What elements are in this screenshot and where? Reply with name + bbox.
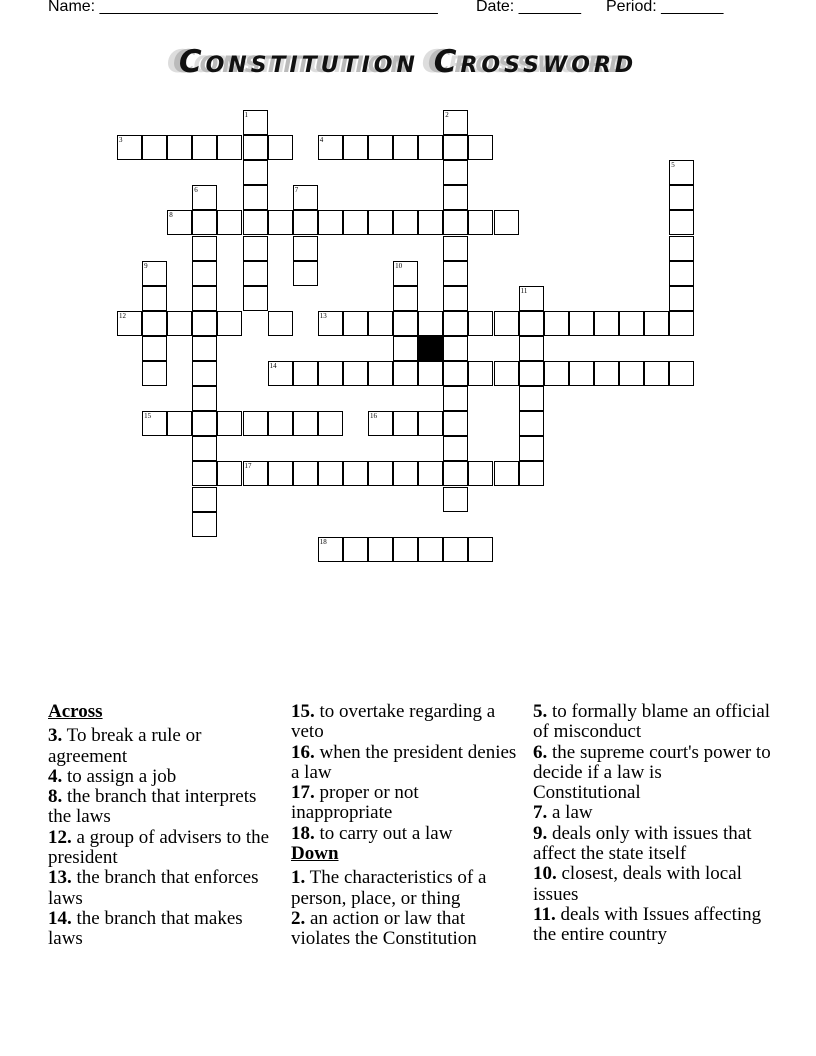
grid-cell[interactable] — [142, 286, 167, 311]
clue-across-3: 3. To break a rule or agreement — [48, 725, 202, 767]
clue-across-17: 17. proper or not inappropriate — [291, 782, 419, 824]
grid-cell[interactable] — [494, 210, 519, 235]
date-field[interactable]: Date: _______ — [476, 0, 581, 15]
grid-cell[interactable] — [318, 411, 343, 436]
grid-cell[interactable] — [418, 537, 443, 562]
grid-cell[interactable] — [192, 436, 217, 461]
down-heading: Down — [291, 843, 339, 865]
grid-cell[interactable] — [619, 311, 644, 336]
grid-cell[interactable] — [268, 361, 293, 386]
clue-down-2: 2. an action or law that violates the Constitution — [291, 907, 477, 950]
grid-cell[interactable] — [217, 311, 242, 336]
grid-cell[interactable] — [443, 436, 468, 461]
clue-across-15: 15. to overtake regarding a veto — [291, 701, 496, 743]
grid-cell[interactable] — [142, 261, 167, 286]
grid-cell[interactable] — [318, 210, 343, 235]
grid-cell[interactable] — [569, 311, 594, 336]
grid-cell[interactable] — [243, 160, 268, 185]
grid-cell[interactable] — [393, 135, 418, 160]
grid-cell[interactable] — [318, 135, 343, 160]
grid-cell[interactable] — [443, 311, 468, 336]
grid-cell[interactable] — [217, 411, 242, 436]
grid-cell[interactable] — [494, 461, 519, 486]
clue-down-11: 11. deals with Issues affecting the entire country — [533, 903, 762, 946]
grid-cell[interactable] — [293, 411, 318, 436]
clue-down-5: 5. to formally blame an official of misconduct — [533, 701, 771, 743]
grid-cell[interactable] — [192, 236, 217, 261]
grid-cell[interactable] — [669, 261, 694, 286]
grid-cell[interactable] — [167, 135, 192, 160]
grid-cell[interactable] — [393, 286, 418, 311]
grid-cell[interactable] — [594, 311, 619, 336]
grid-cell[interactable] — [318, 361, 343, 386]
grid-cell[interactable] — [343, 135, 368, 160]
clue-across-16: 16. when the president denies a law — [291, 741, 517, 783]
grid-cell[interactable] — [443, 411, 468, 436]
clues-column-1 — [48, 702, 278, 950]
grid-cell[interactable] — [368, 311, 393, 336]
grid-cell[interactable] — [519, 411, 544, 436]
clues-column-3 — [533, 702, 773, 946]
grid-cell[interactable] — [544, 361, 569, 386]
grid-cell[interactable] — [494, 311, 519, 336]
grid-cell[interactable] — [494, 361, 519, 386]
grid-cell[interactable] — [192, 311, 217, 336]
clues-column-2 — [291, 702, 521, 950]
grid-cell[interactable] — [243, 210, 268, 235]
period-field[interactable]: Period: _______ — [606, 0, 724, 15]
grid-cell[interactable] — [192, 512, 217, 537]
clue-number: 12 — [119, 311, 126, 320]
grid-cell[interactable] — [393, 311, 418, 336]
grid-cell[interactable] — [393, 461, 418, 486]
grid-cell[interactable] — [217, 461, 242, 486]
grid-cell[interactable] — [418, 210, 443, 235]
clue-down-1: 1. The characteristics of a person, place, or thing — [291, 867, 487, 909]
grid-cell[interactable] — [368, 361, 393, 386]
clue-number: 5 — [671, 161, 675, 170]
clue-number: 7 — [294, 186, 299, 195]
grid-cell[interactable] — [142, 135, 167, 160]
grid-cell[interactable] — [268, 411, 293, 436]
grid-cell[interactable] — [519, 436, 544, 461]
grid-cell[interactable] — [318, 311, 343, 336]
grid-cell[interactable] — [468, 361, 493, 386]
black-cell — [418, 336, 443, 361]
grid-cell[interactable] — [443, 487, 468, 512]
grid-cell[interactable] — [443, 210, 468, 235]
grid-cell[interactable] — [669, 185, 694, 210]
clue-number: 2 — [445, 111, 449, 119]
grid-cell[interactable] — [418, 361, 443, 386]
grid-cell[interactable] — [243, 135, 268, 160]
grid-cell[interactable] — [368, 210, 393, 235]
grid-cell[interactable] — [293, 461, 318, 486]
grid-cell[interactable] — [117, 135, 142, 160]
grid-cell[interactable] — [519, 461, 544, 486]
grid-cell[interactable] — [619, 361, 644, 386]
grid-cell[interactable] — [293, 361, 318, 386]
grid-cell[interactable] — [468, 461, 493, 486]
grid-cell[interactable] — [192, 185, 217, 210]
across-heading: Across — [48, 701, 103, 722]
grid-cell[interactable] — [418, 461, 443, 486]
clue-number: 6 — [194, 186, 198, 195]
clue-number: 18 — [319, 537, 327, 546]
clue-across-13: 13. the branch that enforces laws — [48, 867, 259, 909]
grid-cell[interactable] — [167, 210, 192, 235]
grid-cell[interactable] — [243, 286, 268, 311]
grid-cell[interactable] — [142, 311, 167, 336]
clue-across-8: 8. the branch that interprets the laws — [48, 786, 257, 828]
grid-cell[interactable] — [217, 135, 242, 160]
grid-cell[interactable] — [343, 537, 368, 562]
clue-down-6: 6. the supreme court's power to decide if a law is Constitutional — [533, 741, 771, 804]
grid-cell[interactable] — [142, 361, 167, 386]
grid-cell[interactable] — [368, 537, 393, 562]
grid-cell[interactable] — [519, 336, 544, 361]
clue-across-18: 18. to carry out a law — [291, 822, 453, 844]
grid-cell[interactable] — [393, 336, 418, 361]
grid-cell[interactable] — [368, 461, 393, 486]
grid-cell[interactable] — [443, 236, 468, 261]
grid-cell[interactable] — [192, 286, 217, 311]
grid-cell[interactable] — [167, 411, 192, 436]
grid-cell[interactable] — [243, 461, 268, 486]
grid-cell[interactable] — [443, 361, 468, 386]
grid-cell[interactable] — [669, 236, 694, 261]
page-title: Constitution Crossword — [178, 44, 638, 80]
grid-cell[interactable] — [669, 286, 694, 311]
grid-cell[interactable] — [192, 487, 217, 512]
clue-number: 1 — [244, 111, 248, 119]
grid-cell[interactable] — [192, 461, 217, 486]
grid-cell[interactable] — [293, 236, 318, 261]
grid-cell[interactable] — [243, 411, 268, 436]
grid-cell[interactable] — [192, 336, 217, 361]
grid-cell[interactable] — [443, 537, 468, 562]
clue-number: 14 — [269, 362, 277, 370]
grid-cell[interactable] — [418, 311, 443, 336]
grid-cell[interactable] — [293, 261, 318, 286]
clue-number: 4 — [319, 136, 324, 145]
grid-cell[interactable] — [519, 386, 544, 411]
clue-across-4: 4. to assign a job — [48, 765, 177, 787]
grid-cell[interactable] — [519, 311, 544, 336]
clue-number: 10 — [395, 261, 403, 270]
grid-cell[interactable] — [644, 361, 669, 386]
grid-cell[interactable] — [293, 185, 318, 210]
grid-cell[interactable] — [418, 411, 443, 436]
clue-number: 9 — [144, 261, 148, 270]
grid-cell[interactable] — [343, 361, 368, 386]
grid-cell[interactable] — [167, 311, 192, 336]
grid-cell[interactable] — [117, 311, 142, 336]
grid-cell[interactable] — [343, 311, 368, 336]
clue-number: 15 — [144, 412, 152, 421]
grid-cell[interactable] — [468, 210, 493, 235]
grid-cell[interactable] — [669, 160, 694, 185]
grid-cell[interactable] — [544, 311, 569, 336]
grid-cell[interactable] — [268, 210, 293, 235]
grid-cell[interactable] — [192, 135, 217, 160]
grid-cell[interactable] — [393, 537, 418, 562]
grid-cell[interactable] — [243, 236, 268, 261]
grid-cell[interactable] — [443, 185, 468, 210]
grid-cell[interactable] — [393, 261, 418, 286]
grid-cell[interactable] — [569, 361, 594, 386]
clue-number: 3 — [119, 136, 123, 145]
grid-cell[interactable] — [243, 185, 268, 210]
grid-cell[interactable] — [318, 537, 343, 562]
grid-cell[interactable] — [443, 110, 468, 135]
grid-cell[interactable] — [443, 135, 468, 160]
grid-cell[interactable] — [443, 336, 468, 361]
grid-cell[interactable] — [669, 311, 694, 336]
grid-cell[interactable] — [443, 160, 468, 185]
grid-cell[interactable] — [192, 361, 217, 386]
grid-cell[interactable] — [192, 261, 217, 286]
grid-cell[interactable] — [669, 361, 694, 386]
grid-cell[interactable] — [192, 210, 217, 235]
clue-number: 8 — [169, 211, 173, 220]
clue-number: 16 — [370, 412, 377, 421]
grid-cell[interactable] — [343, 210, 368, 235]
grid-cell[interactable] — [669, 210, 694, 235]
clue-down-7: 7. a law — [533, 802, 593, 824]
clue-number: 17 — [244, 462, 252, 471]
grid-cell[interactable] — [142, 336, 167, 361]
grid-cell[interactable] — [192, 386, 217, 411]
grid-cell[interactable] — [368, 135, 393, 160]
grid-cell[interactable] — [192, 411, 217, 436]
grid-cell[interactable] — [243, 110, 268, 135]
grid-cell[interactable] — [594, 361, 619, 386]
grid-cell[interactable] — [443, 261, 468, 286]
grid-cell[interactable] — [644, 311, 669, 336]
grid-cell[interactable] — [468, 135, 493, 160]
clue-number: 13 — [319, 311, 327, 320]
grid-cell[interactable] — [468, 311, 493, 336]
grid-cell[interactable] — [443, 286, 468, 311]
grid-cell[interactable] — [443, 461, 468, 486]
grid-cell[interactable] — [217, 210, 242, 235]
grid-cell[interactable] — [519, 361, 544, 386]
clue-down-10: 10. closest, deals with local issues — [533, 863, 742, 905]
grid-cell[interactable] — [318, 461, 343, 486]
clue-across-14: 14. the branch that makes laws — [48, 907, 243, 950]
grid-cell[interactable] — [142, 411, 167, 436]
name-field[interactable]: Name: ______________________________________ — [48, 0, 438, 15]
clue-number: 11 — [520, 286, 528, 295]
clue-down-9: 9. deals only with issues that affect the state itself — [533, 822, 752, 865]
grid-cell[interactable] — [519, 286, 544, 311]
grid-cell[interactable] — [443, 386, 468, 411]
grid-cell[interactable] — [393, 361, 418, 386]
grid-cell[interactable] — [393, 210, 418, 235]
grid-cell[interactable] — [268, 135, 293, 160]
grid-cell[interactable] — [418, 135, 443, 160]
grid-cell[interactable] — [368, 411, 393, 436]
grid-cell[interactable] — [268, 461, 293, 486]
clue-across-12: 12. a group of advisers to the president — [48, 826, 270, 869]
grid-cell[interactable] — [293, 210, 318, 235]
grid-cell[interactable] — [268, 311, 293, 336]
grid-cell[interactable] — [393, 411, 418, 436]
grid-cell[interactable] — [343, 461, 368, 486]
grid-cell[interactable] — [243, 261, 268, 286]
grid-cell[interactable] — [468, 537, 493, 562]
